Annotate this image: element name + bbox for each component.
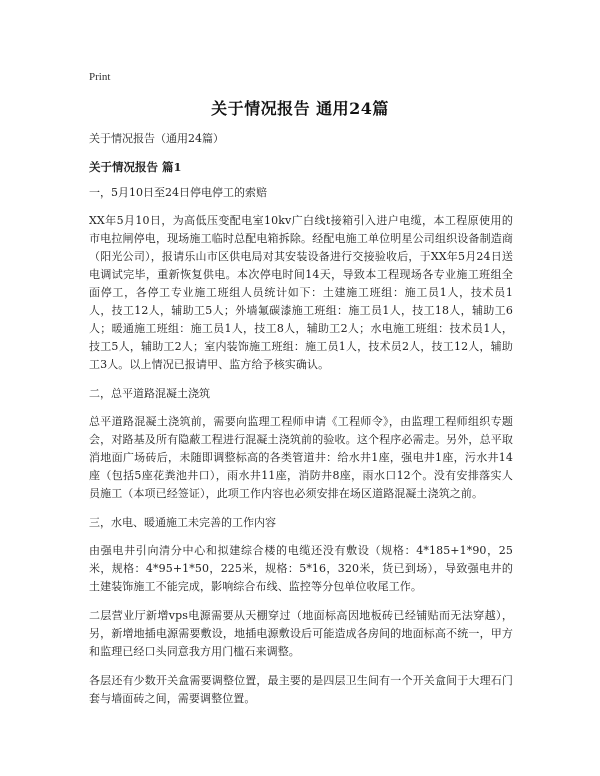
item-3-paragraph-2: 二层营业厅新增vps电源需要从天棚穿过（地面标高因地板砖已经铺贴而无法穿越），另，新增地插电源需要敷设，地插电源敷设后可能造成各房间的地面标高不统一，甲方和监理已经口头同意我方用门槛石来调整。 bbox=[89, 609, 513, 658]
item-3-paragraph-1: 由强电井引向清分中心和拟建综合楼的电缆还没有敷设（规格：4*185+1*90，25米，规格：4*95+1*50，225米，规格：5*16，320米，货已到场），导致强电井的土建装饰施工不能完成，影响综合布线、监控等分包单位收尾工作。 bbox=[89, 544, 513, 593]
section-heading: 关于情况报告 篇1 bbox=[89, 160, 182, 174]
print-link[interactable]: Print bbox=[89, 71, 111, 83]
item-heading-3: 三，水电、暖通施工未完善的工作内容 bbox=[89, 516, 276, 529]
document-title: 关于情况报告 通用24篇 bbox=[211, 99, 389, 118]
item-1-paragraph-1: XX年5月10日，为高低压变配电室10kv广白线t接箱引入进户电缆，本工程原使用的市电拉闸停电，现场施工临时总配电箱拆除。经配电施工单位明星公司组织设备制造商（阳光公司），报请乐山市区供电局对其安装设备进行交接验收后，于XX年5月24日送电调试完毕，重新恢复供电。本次停电时间14天，导致本工程现场各专业施工班组全面停工，各停工专业施工班组人员统计如下：土建施工班组：施工员1人，技术员1人，技工12人，辅助工5人；外墙氟碳漆施工班组：施工员1人，技工18人，辅助工6人；暖通施工班组：施工员1人，技工8人，辅助工2人；水电施工班组：技术员1人，技工5人，辅助工2人；室内装饰施工班组：施工员1人，技术员2人，技工12人，辅助工3人。以上情况已报请甲、监方给予核实确认。 bbox=[89, 214, 513, 371]
item-heading-2: 二，总平道路混凝土浇筑 bbox=[89, 387, 210, 400]
item-2-paragraph-1: 总平道路混凝土浇筑前，需要向监理工程师申请《工程师令》，由监理工程师组织专题会，对路基及所有隐蔽工程进行混凝土浇筑前的验收。这个程序必需走。另外，总平取消地面广场砖后，未随即调整标高的各类管道井：给水井1座，强电井1座，污水井14座（包括5座花粪池井口），雨水井11座，消防井8座，雨水口12个。没有安排落实人员施工（本项已经签证），此项工作内容也必须安排在场区道路混凝土浇筑之前。 bbox=[89, 415, 513, 500]
document-body bbox=[89, 130, 513, 719]
item-3-paragraph-3: 各层还有少数开关盒需要调整位置，最主要的是四层卫生间有一个开关盒间于大理石门套与墙面砖之间，需要调整位置。 bbox=[89, 674, 513, 705]
item-heading-1: 一，5月10日至24日停电停工的索赔 bbox=[89, 186, 267, 199]
document-subtitle: 关于情况报告（通用24篇） bbox=[89, 132, 224, 145]
